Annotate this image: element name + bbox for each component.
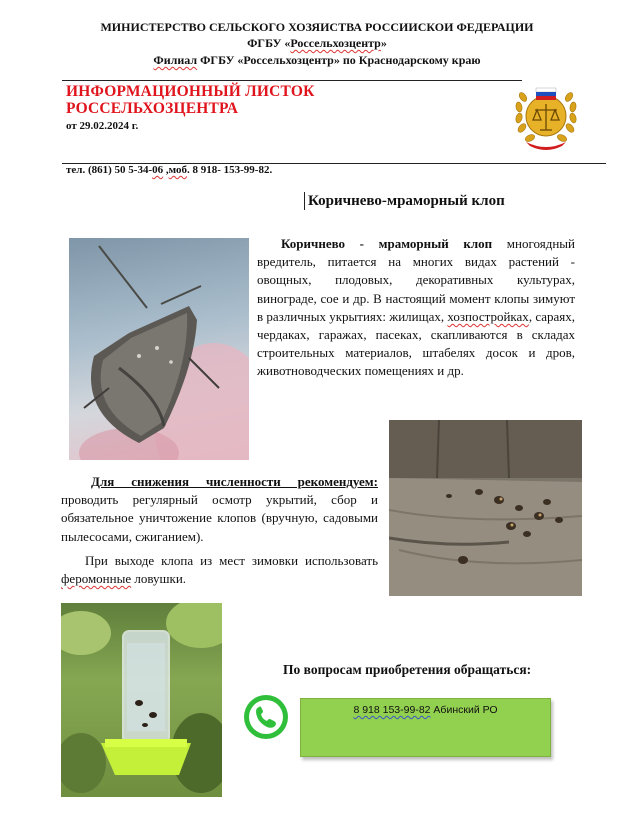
office-phones: тел. (861) 50 5-34-06 ,моб. 8 918- 153-99-82.	[66, 164, 273, 176]
intro-paragraph: Коричнево - мраморный клоп многоядный вредитель, питается на многих видах растений - овощных, плодовых, декоративных культурах, винограде, сое и др. В настоящий момент клопы зимуют в различных укрытиях: жилищах, хозпостройках, сараях, чердаках, гаражах, пасеках, скапливаются в складах строительных материалов, штабелях досок и дров, животноводческих помещениях и др.	[257, 236, 576, 379]
info-sheet-title-line2: РОССЕЛЬХОЗЦЕНТРА	[66, 100, 239, 117]
header-divider	[62, 80, 522, 81]
organization-name: ФГБУ «Россельхозцентр»	[247, 36, 387, 50]
pheromone-trap-photo	[61, 603, 222, 797]
phone-icon	[243, 694, 289, 740]
branch-name: Филиал ФГБУ «Россельхозцентр» по Краснодарскому краю	[153, 53, 481, 67]
ministry-header: МИНИСТЕРСТВО СЕЛЬСКОГО ХОЗЯИСТВА РОССИИСКОИ ФЕДЕРАЦИИ	[100, 20, 534, 34]
info-sheet-title-line1: ИНФОРМАЦИОННЫЙ ЛИСТОК	[66, 83, 315, 100]
emblem-icon	[512, 80, 580, 150]
contact-box	[300, 698, 551, 757]
trap-paragraph: При выходе клопа из мест зимовки использовать феромонные ловушки.	[61, 553, 378, 587]
article-title: Коричнево-мраморный клоп	[304, 192, 505, 210]
recommendation-paragraph: Для снижения численности рекомендуем: проводить регулярный осмотр укрытий, сбор и обязательное уничтожение клопов (вручную, садовыми пылесосами, сжиганием).	[61, 474, 378, 544]
contact-phone-line: 8 918 153-99-82 Абинский РО	[353, 704, 498, 716]
bugs-on-wood-photo	[389, 420, 582, 596]
stink-bug-photo	[69, 238, 249, 460]
contact-heading: По вопросам приобретения обращаться:	[283, 662, 532, 677]
issue-date: от 29.02.2024 г.	[66, 120, 139, 132]
